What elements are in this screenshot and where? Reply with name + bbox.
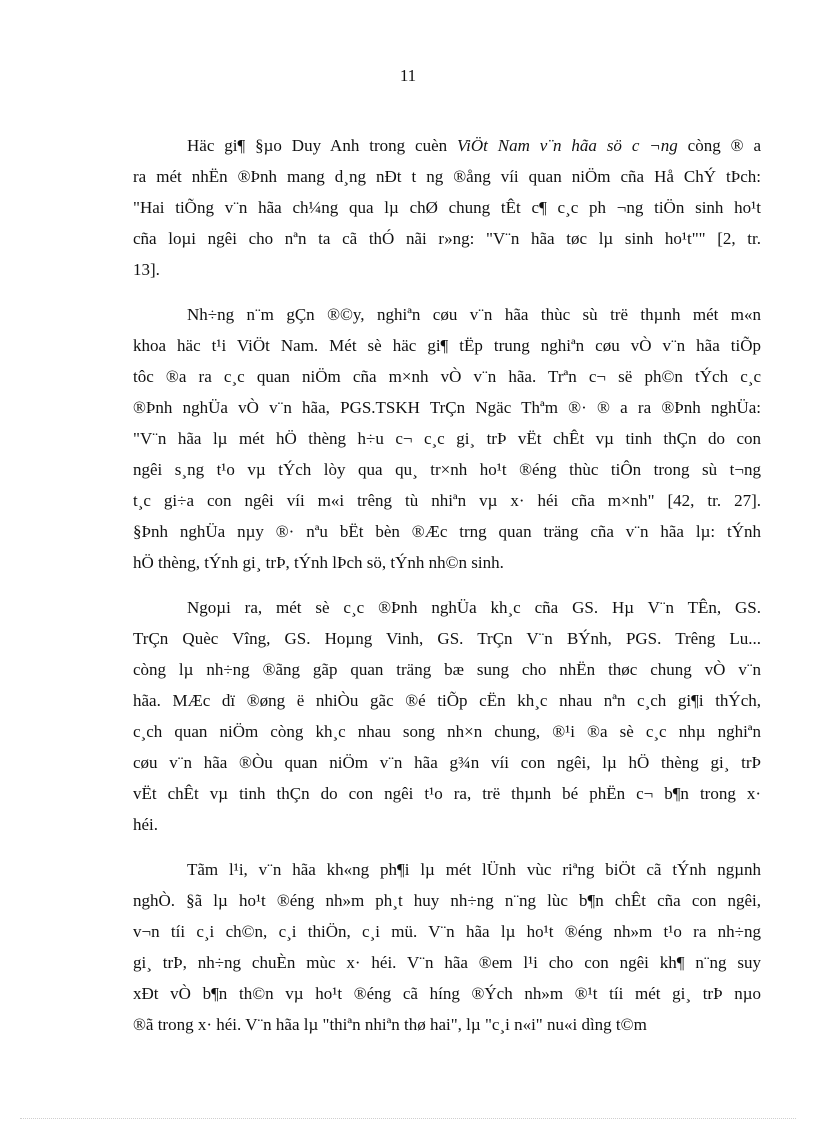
text-line <box>133 778 761 809</box>
text-segment: c¸ch quan niÖm còng kh¸c nhau song nh×n chung, ®¹i ®a sè c¸c nhµ nghiªn <box>133 722 761 741</box>
paragraph <box>133 854 761 1040</box>
text-line <box>133 885 761 916</box>
text-segment: héi. <box>133 815 159 834</box>
text-segment: ngêi s¸ng t¹o vµ tÝch lòy qua qu¸ tr×nh ho¹t ®éng thùc tiÔn trong sù t¬ng <box>133 460 761 479</box>
text-line <box>133 392 761 423</box>
text-line <box>133 623 761 654</box>
text-line <box>133 916 761 947</box>
text-line <box>133 223 761 254</box>
text-segment: xÐt vÒ b¶n th©n vµ ho¹t ®éng cã híng ®Ých nh»m ®¹t tíi mét gi¸ trÞ nµo <box>133 984 761 1003</box>
text-segment: §Þnh nghÜa nµy ®· nªu bËt bèn ®Æc trng quan träng cña v¨n hãa lµ: tÝnh <box>133 522 761 541</box>
text-line <box>133 361 761 392</box>
paragraph <box>133 299 761 578</box>
text-line <box>133 654 761 685</box>
paragraph <box>133 130 761 285</box>
text-segment: Häc gi¶ §µo Duy Anh trong cuèn <box>187 136 458 155</box>
text-line <box>133 299 761 330</box>
text-segment: còng ® a <box>677 136 761 155</box>
page-number: 11 <box>399 66 417 85</box>
text-segment: tôc ®a ra c¸c quan niÖm cña m×nh vÒ v¨n hãa. Trªn c¬ së ph©n tÝch c¸c <box>133 367 761 386</box>
text-line <box>133 809 761 840</box>
text-line <box>133 192 761 223</box>
text-line <box>133 685 761 716</box>
text-line <box>133 485 761 516</box>
text-segment: hÖ thèng, tÝnh gi¸ trÞ, tÝnh lÞch sö, tÝnh nh©n sinh. <box>133 553 504 572</box>
text-segment: vËt chÊt vµ tinh thÇn do con ngêi t¹o ra, trë thµnh bé phËn c¬ b¶n trong x· <box>133 784 761 803</box>
text-line <box>133 254 761 285</box>
text-segment: Tãm l¹i, v¨n hãa kh«ng ph¶i lµ mét lÜnh vùc riªng biÖt cã tÝnh ngµnh <box>187 860 761 879</box>
text-line <box>133 423 761 454</box>
paragraph <box>133 592 761 840</box>
text-segment: cña loµi ngêi cho nªn ta cã thÓ nãi r»ng: "V¨n hãa tøc lµ sinh ho¹t"" [2, tr. <box>133 229 761 248</box>
page-bottom-divider <box>20 1118 796 1119</box>
text-segment: TrÇn Quèc Vîng, GS. Hoµng Vinh, GS. TrÇn V¨n BÝnh, PGS. Trêng Lu... <box>133 629 761 648</box>
text-line <box>133 330 761 361</box>
text-segment: còng lµ nh÷ng ®ãng gãp quan träng bæ sung cho nhËn thøc chung vÒ v¨n <box>133 660 761 679</box>
book-title: ViÖt Nam v¨n hãa sö c ¬ng <box>457 136 678 155</box>
document-body <box>133 130 761 1054</box>
text-segment: ra mét nhËn ®Þnh mang d¸ng nÐt t ng ®ång víi quan niÖm cña Hå ChÝ tÞch: <box>133 167 761 186</box>
text-segment: ®ã trong x· héi. V¨n hãa lµ "thiªn nhiªn thø hai", lµ "c¸i n«i" nu«i dìng t©m <box>133 1015 647 1034</box>
text-line <box>133 592 761 623</box>
text-line <box>133 516 761 547</box>
text-line <box>133 716 761 747</box>
text-line <box>133 130 761 161</box>
text-segment: hãa. MÆc dï ®øng ë nhiÒu gãc ®é tiÕp cËn kh¸c nhau nªn c¸ch gi¶i thÝch, <box>133 691 761 710</box>
text-segment: Ngoµi ra, mét sè c¸c ®Þnh nghÜa kh¸c cña GS. Hµ V¨n TÊn, GS. <box>187 598 761 617</box>
text-segment: gi¸ trÞ, nh÷ng chuÈn mùc x· héi. V¨n hãa ®em l¹i cho con ngêi kh¶ n¨ng suy <box>133 953 761 972</box>
text-segment: Nh÷ng n¨m gÇn ®©y, nghiªn cøu v¨n hãa thùc sù trë thµnh mét m«n <box>187 305 761 324</box>
text-segment: cøu v¨n hãa ®Òu quan niÖm v¨n hãa g¾n víi con ngêi, lµ hÖ thèng gi¸ trÞ <box>133 753 761 772</box>
text-line <box>133 978 761 1009</box>
text-line <box>133 454 761 485</box>
text-line <box>133 747 761 778</box>
text-line <box>133 547 761 578</box>
text-line <box>133 947 761 978</box>
text-segment: khoa häc t¹i ViÖt Nam. Mét sè häc gi¶ tËp trung nghiªn cøu vÒ v¨n hãa tiÕp <box>133 336 761 355</box>
text-segment: t¸c gi÷a con ngêi víi m«i trêng tù nhiªn vµ x· héi cña m×nh" [42, tr. 27]. <box>133 491 761 510</box>
text-segment: v¬n tíi c¸i ch©n, c¸i thiÖn, c¸i mü. V¨n hãa lµ ho¹t ®éng nh»m t¹o ra nh÷ng <box>133 922 761 941</box>
text-segment: ®Þnh nghÜa vÒ v¨n hãa, PGS.TSKH TrÇn Ngäc Thªm ®· ® a ra ®Þnh nghÜa: <box>133 398 761 417</box>
text-line <box>133 1009 761 1040</box>
text-segment: "Hai tiÕng v¨n hãa ch¼ng qua lµ chØ chung tÊt c¶ c¸c ph ¬ng tiÖn sinh ho¹t <box>133 198 761 217</box>
text-segment: 13]. <box>133 260 160 279</box>
text-line <box>133 161 761 192</box>
text-segment: "V¨n hãa lµ mét hÖ thèng h÷u c¬ c¸c gi¸ trÞ vËt chÊt vµ tinh thÇn do con <box>133 429 761 448</box>
text-line <box>133 854 761 885</box>
text-segment: nghÒ. §ã lµ ho¹t ®éng nh»m ph¸t huy nh÷ng n¨ng lùc b¶n chÊt cña con ngêi, <box>133 891 761 910</box>
